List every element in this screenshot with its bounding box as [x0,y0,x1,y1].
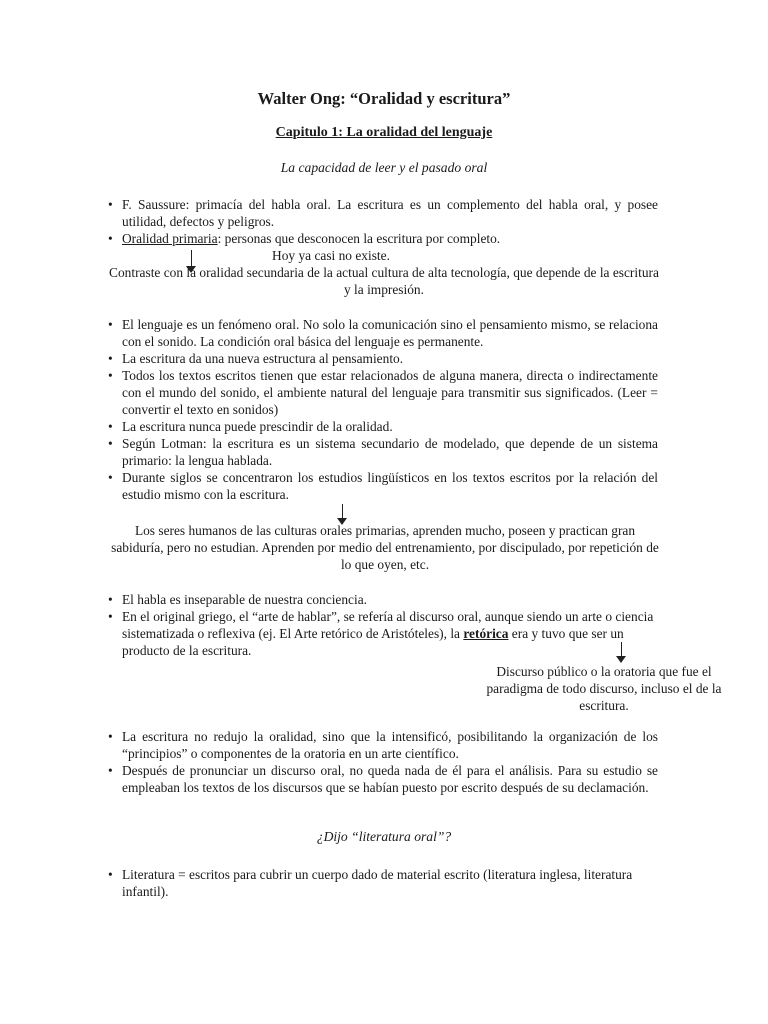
contrast-paragraph: Contraste con la oralidad secundaria de la actual cultura de alta tecnología, que depende de la escritura y la impresión. [109,265,659,297]
list-item [108,591,658,608]
list-item [108,866,658,900]
list-item [108,350,658,367]
list-item-text: Después de pronunciar un discurso oral, no queda nada de él para el análisis. Para su estudio se empleaban los textos de los discursos que se habían puesto por escrito después de su declamación. [122,763,658,795]
list-item-text: Según Lotman: la escritura es un sistema secundario de modelado, que depende de un sistema primario: la lengua hablada. [122,436,658,468]
list-item [108,367,658,418]
list-item-saussure [108,196,658,230]
list-item [108,469,658,503]
list-item-text: La escritura no redujo la oralidad, sino que la intensificó, posibilitando la organización de los “principios” o componentes de la oratoria en un arte científico. [122,729,658,761]
list-item [108,418,658,435]
list-language [108,316,658,503]
list-item-text: era y tuvo que ser un producto de la escritura. [122,626,624,658]
bullet-icon: • [108,729,113,744]
list-item [108,762,658,796]
list-item [108,435,658,469]
list-item-text: La escritura nunca puede prescindir de la oralidad. [122,419,393,434]
list-item-text: En el original griego, el “arte de hablar”, se refería al discurso oral, aunque siendo un arte o ciencia sistematizada o reflexiva (ej. El Arte retórico de Aristóteles), la [122,609,654,641]
bullet-icon: • [108,436,113,451]
bullet-icon: • [108,368,113,383]
list-item-text: F. Saussure: primacía del habla oral. La escritura es un complemento del habla oral, y posee utilidad, defectos y peligros. [122,197,658,229]
list-item-text: El lenguaje es un fenómeno oral. No solo la comunicación sino el pensamiento mismo, se relaciona con el sonido. La condición oral básica del lenguaje es permanente. [122,317,658,349]
block-saussure [108,196,658,247]
list-item [108,316,658,350]
list-item-retorica [108,608,658,659]
bullet-icon: • [108,317,113,332]
bullet-icon: • [108,470,113,485]
bullet-icon: • [108,419,113,434]
bullet-icon: • [108,231,113,246]
list-literature [108,866,658,900]
document-title: Walter Ong: “Oralidad y escritura” [257,89,511,108]
bullet-icon: • [108,197,113,212]
term-retorica: retórica [463,626,509,641]
list-item-text: El habla es inseparable de nuestra conciencia. [122,592,368,607]
list-item-oralidad-primaria [108,230,658,247]
bullet-icon: • [108,609,113,624]
bullet-icon: • [108,351,113,366]
list-writing [108,728,658,796]
list-item-text: : personas que desconocen la escritura por completo. [217,231,501,246]
chapter-heading: Capitulo 1: La oralidad del lenguaje [275,125,493,140]
section-heading-reading: La capacidad de leer y el pasado oral [280,160,488,175]
term-oralidad-primaria: Oralidad primaria [122,231,218,246]
rhetoric-note: Discurso público o la oratoria que fue el paradigma de todo discurso, incluso el de la escritura. [486,664,722,713]
list-item-text: La escritura da una nueva estructura al pensamiento. [122,351,404,366]
bullet-icon: • [108,867,113,882]
bullet-icon: • [108,592,113,607]
list-item-text: Durante siglos se concentraron los estudios lingüísticos en los textos escritos por la relación del estudio mismo con la escritura. [122,470,658,502]
bullet-icon: • [108,763,113,778]
oral-cultures-paragraph: Los seres humanos de las culturas orales primarias, aprenden mucho, poseen y practican gran sabiduría, pero no estudian. Aprenden por medio del entrenamiento, por discipulado, por repetición de lo que oyen, etc. [111,523,659,572]
list-item [108,728,658,762]
list-item-text: Literatura = escritos para cubrir un cuerpo dado de material escrito (literatura inglesa, literatura infantil). [122,867,633,899]
list-speech [108,591,658,659]
section-heading-literatura-oral: ¿Dijo “literatura oral”? [316,829,452,844]
note-hoy: Hoy ya casi no existe. [272,248,390,263]
list-item-text: Todos los textos escritos tienen que estar relacionados de alguna manera, directa o indirectamente con el mundo del sonido, el ambiente natural del lenguaje para transmitir sus significados. (Leer = convertir el texto en sonidos) [122,368,658,417]
